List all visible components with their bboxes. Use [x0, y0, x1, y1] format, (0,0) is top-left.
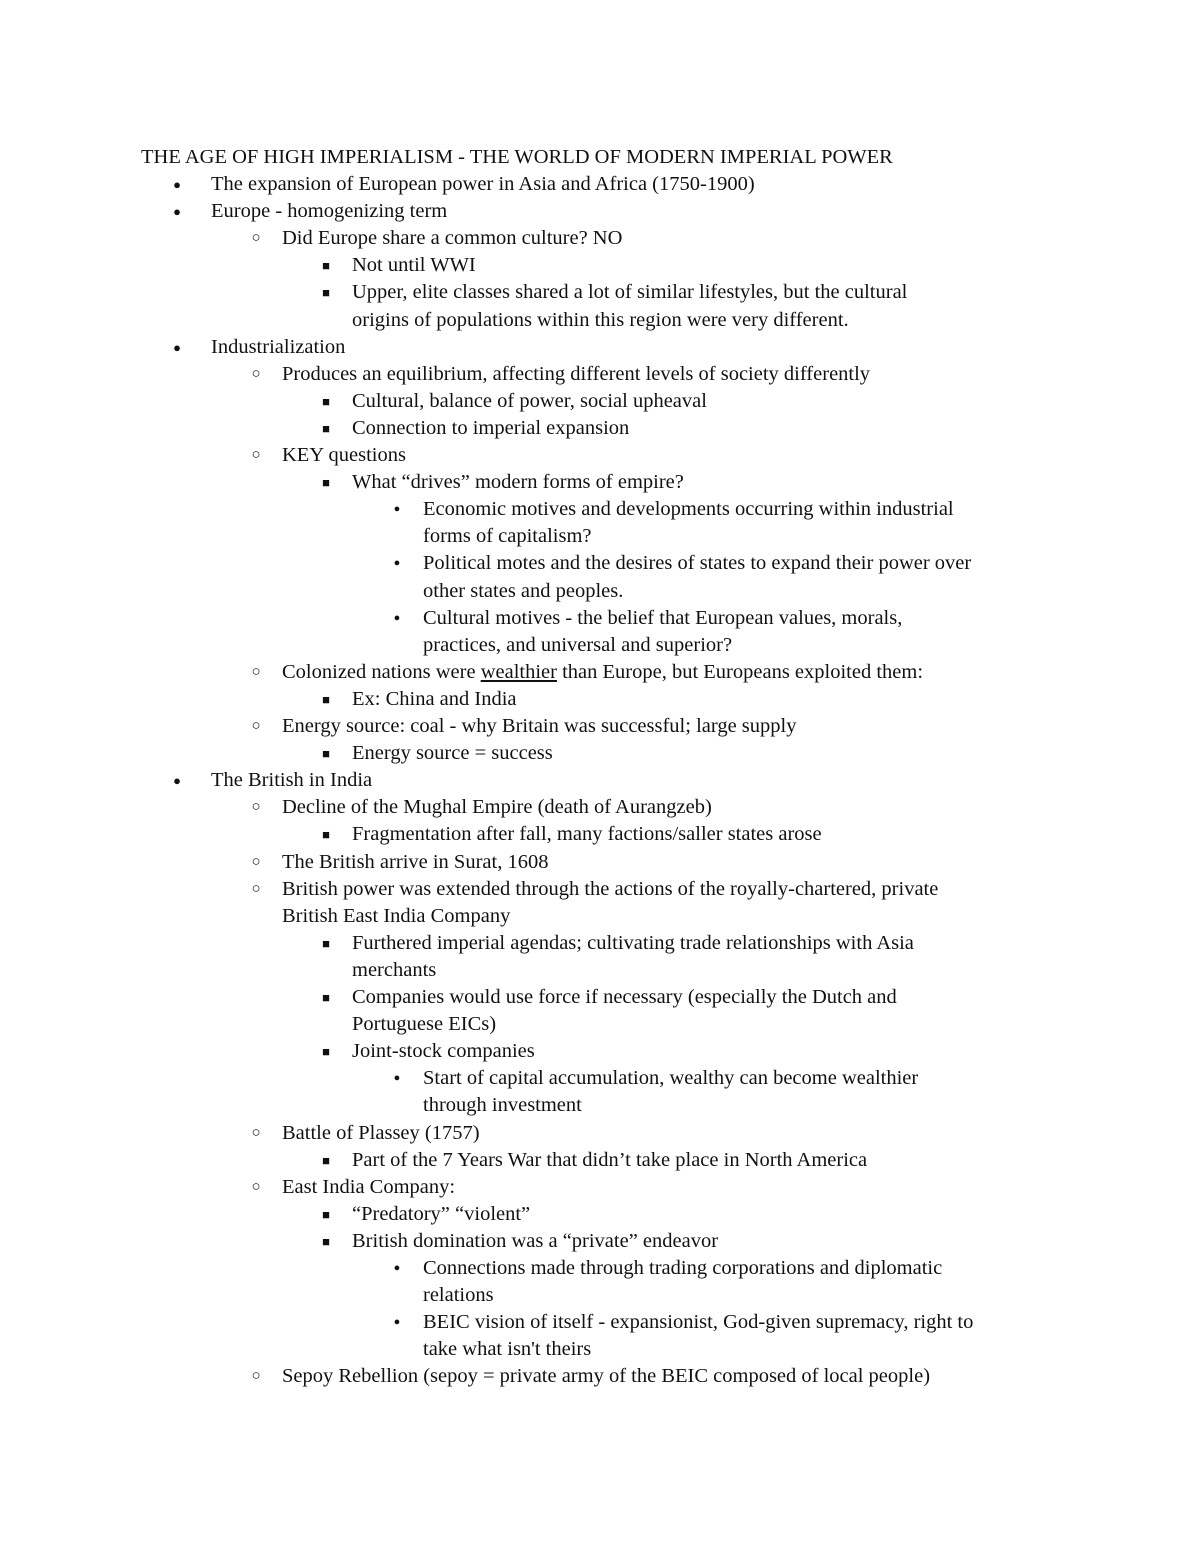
list-item: Industrialization	[211, 335, 346, 358]
list-item-continuation: practices, and universal and superior?	[423, 633, 733, 656]
bullet-marker-level-4: ●	[393, 611, 401, 624]
bullet-marker-level-3: ■	[322, 746, 330, 762]
bullet-marker-level-4: ●	[393, 1072, 401, 1085]
list-item-continuation: Portuguese EICs)	[352, 1013, 497, 1036]
list-item: What “drives” modern forms of empire?	[352, 471, 684, 494]
list-item: BEIC vision of itself - expansionist, God-given supremacy, right to	[423, 1311, 974, 1334]
bullet-marker-level-4: ●	[393, 1262, 401, 1274]
list-item: Fragmentation after fall, many factions/saller states arose	[352, 823, 822, 846]
list-item: Furthered imperial agendas; cultivating trade relationships with Asia	[352, 931, 914, 954]
list-item: Part of the 7 Years War that didn’t take place in North America	[352, 1148, 868, 1171]
list-item: The British arrive in Surat, 1608	[282, 850, 549, 873]
list-item: Connection to imperial expansion	[352, 416, 630, 439]
bullet-marker-level-3: ■	[322, 420, 330, 436]
list-item: “Predatory” “violent”	[352, 1202, 531, 1225]
bullet-marker-level-3: ■	[322, 827, 330, 843]
bullet-marker-level-2: ○	[251, 718, 261, 734]
bullet-marker-level-1: ●	[173, 204, 181, 220]
list-item-continuation: British East India Company	[282, 904, 511, 927]
list-item-continuation: other states and peoples.	[423, 579, 624, 602]
bullet-marker-level-3: ■	[322, 393, 330, 409]
bullet-marker-level-3: ■	[322, 1044, 330, 1060]
list-item: Companies would use force if necessary (especially the Dutch and	[352, 986, 897, 1008]
bullet-marker-level-1: ●	[173, 177, 181, 192]
list-item: Produces an equilibrium, affecting different levels of society differently	[282, 362, 871, 385]
underlined-word: wealthier	[480, 660, 557, 683]
list-item: Cultural motives - the belief that European values, morals,	[423, 606, 903, 629]
bullet-marker-level-2: ○	[251, 799, 261, 816]
bullet-marker-level-3: ■	[322, 285, 330, 301]
list-item: The expansion of European power in Asia and Africa (1750-1900)	[211, 173, 755, 195]
bullet-marker-level-2: ○	[251, 853, 261, 870]
bullet-marker-level-2: ○	[251, 365, 261, 382]
bullet-marker-level-3: ■	[322, 1206, 330, 1222]
list-item-continuation: forms of capitalism?	[423, 525, 592, 548]
bullet-marker-level-4: ●	[393, 1316, 401, 1329]
list-item: Ex: China and India	[352, 687, 517, 710]
bullet-marker-level-3: ■	[322, 1233, 330, 1249]
list-item: Joint-stock companies	[352, 1040, 535, 1063]
list-item-continuation: take what isn't theirs	[423, 1338, 592, 1361]
bullet-marker-level-3: ■	[322, 1152, 330, 1168]
bullet-marker-level-3: ■	[322, 990, 330, 1005]
bullet-marker-level-3: ■	[322, 691, 330, 707]
bullet-marker-level-3: ■	[322, 258, 330, 274]
list-item: The British in India	[211, 769, 373, 792]
list-item-continuation: relations	[423, 1284, 494, 1307]
bullet-marker-level-2: ○	[251, 230, 261, 247]
list-item: Cultural, balance of power, social upheaval	[352, 389, 707, 412]
list-item: Decline of the Mughal Empire (death of Aurangzeb)	[282, 796, 712, 819]
bullet-marker-level-3: ■	[322, 475, 330, 491]
list-item-continuation: through investment	[423, 1094, 582, 1117]
list-item-continuation: merchants	[352, 958, 437, 981]
bullet-marker-level-2: ○	[251, 880, 261, 897]
bullet-marker-level-3: ■	[322, 935, 330, 951]
bullet-marker-level-4: ●	[393, 557, 401, 570]
list-item: Energy source: coal - why Britain was successful; large supply	[282, 715, 797, 737]
bullet-marker-level-2: ○	[251, 1178, 261, 1195]
bullet-marker-level-2: ○	[251, 1124, 261, 1141]
list-item: Energy source = success	[352, 742, 553, 765]
list-item: KEY questions	[282, 444, 406, 466]
bullet-marker-level-1: ●	[173, 773, 181, 789]
bullet-marker-level-2: ○	[251, 447, 261, 463]
list-item: Sepoy Rebellion (sepoy = private army of the BEIC composed of local people)	[282, 1365, 931, 1388]
list-item: Start of capital accumulation, wealthy can become wealthier	[423, 1067, 919, 1090]
list-item: British domination was a “private” endeavor	[352, 1229, 719, 1252]
list-item: East India Company:	[282, 1175, 456, 1198]
list-item: Battle of Plassey (1757)	[282, 1121, 480, 1144]
list-item: Did Europe share a common culture? NO	[282, 227, 623, 250]
list-item: Europe - homogenizing term	[211, 200, 448, 223]
list-item: Upper, elite classes shared a lot of similar lifestyles, but the cultural	[352, 281, 908, 304]
list-item: Economic motives and developments occurring within industrial	[423, 498, 954, 521]
bullet-marker-level-2: ○	[251, 1368, 261, 1385]
list-item: Connections made through trading corporations and diplomatic	[423, 1257, 943, 1279]
list-item-continuation: origins of populations within this region were very different.	[352, 308, 849, 331]
list-item: Not until WWI	[352, 254, 476, 277]
list-item: Political motes and the desires of states to expand their power over	[423, 552, 972, 575]
list-item-text: Colonized nations were	[282, 660, 481, 683]
bullet-marker-level-4: ●	[393, 503, 401, 516]
bullet-marker-level-1: ●	[173, 339, 181, 355]
list-item-text: than Europe, but Europeans exploited them:	[556, 660, 924, 683]
page-title: THE AGE OF HIGH IMPERIALISM - THE WORLD OF MODERN IMPERIAL POWER	[141, 146, 893, 168]
list-item	[282, 659, 923, 686]
bullet-marker-level-2: ○	[251, 663, 261, 680]
list-item: British power was extended through the actions of the royally-chartered, private	[282, 877, 939, 900]
